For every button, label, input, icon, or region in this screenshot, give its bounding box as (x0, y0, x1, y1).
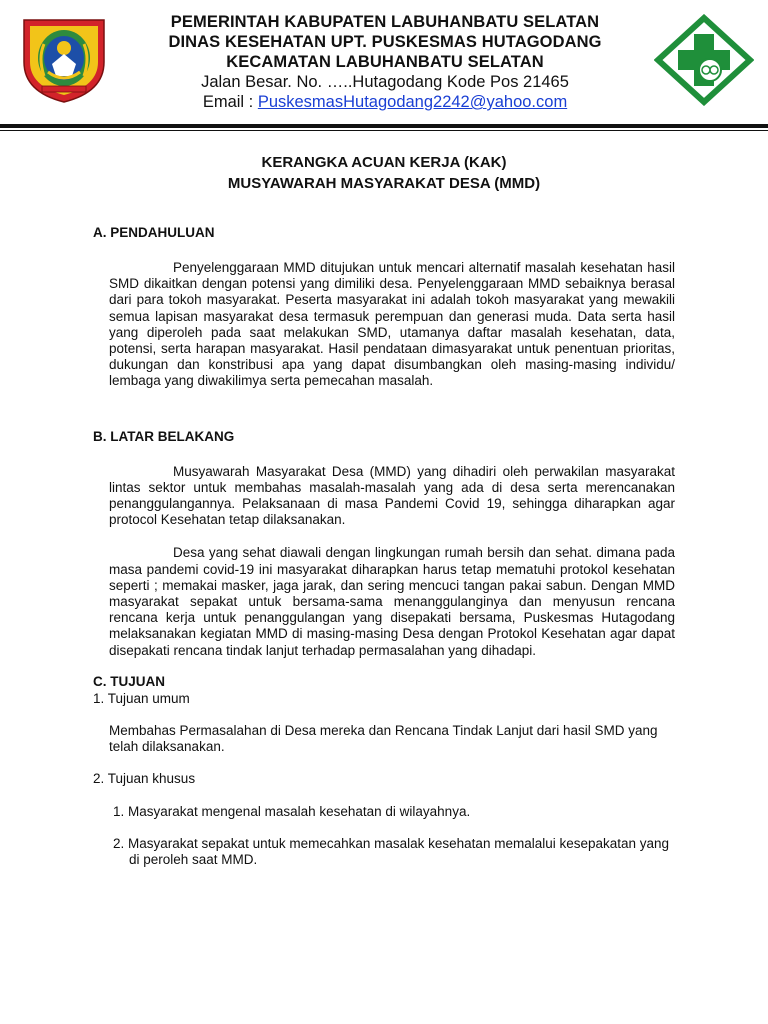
letterhead-address: Jalan Besar. No. …..Hutagodang Kode Pos 21465 (201, 73, 569, 91)
letterhead (0, 0, 768, 130)
tujuan-khusus-label: 2. Tujuan khusus (93, 771, 196, 787)
tujuan-umum-text: Membahas Permasalahan di Desa mereka dan Rencana Tindak Lanjut dari hasil SMD yang telah dilaksanakan. (109, 723, 658, 755)
tujuan-khusus-item-1: 1. Masyarakat mengenal masalah kesehatan di wilayahnya. (113, 803, 471, 819)
document-title (0, 152, 768, 194)
letterhead-text (120, 12, 650, 112)
email-label: Email : (202, 93, 258, 111)
letterhead-divider-thick (0, 124, 768, 128)
section-c-heading: C. TUJUAN (93, 673, 166, 689)
letterhead-email-line (120, 92, 650, 112)
section-b-paragraph-1: Musyawarah Masyarakat Desa (MMD) yang dihadiri oleh perwakilan masyarakat lintas sektor untuk membahas masalah-masalah yang ada di desa serta merencanakan penanggulangannya. Pelaksanaan di masa Pandemi Covid 19, sehingga diharapkan agar protocol Kesehatan tetap dilaksanakan. (109, 463, 675, 528)
section-a-paragraph: Penyelenggaraan MMD ditujukan untuk mencari alternatif masalah kesehatan hasil SMD dikaitkan dengan potensi yang dimiliki desa. Penyelenggaraan MMD sebaiknya berasal dari para tokoh masyarakat. Peserta masyarakat ini adalah tokoh masyarakat yang mewakili semua lapisan masyarakat desa termasuk perempuan dan generasi muda. Data serta hasil yang diperoleh pada saat melakukan SMD, utamanya daftar masalah kesehatan, data, potensi, serta harapan masyarakat. Hasil pendataan dimasyarakat untuk penentuan prioritas, dukungan dan konstribusi apa yang dapat disumbangkan oleh masing-masing individu/ lembaga yang diwakilimya serta pemecahan masalah. (109, 260, 675, 389)
letterhead-agency: DINAS KESEHATAN UPT. PUSKESMAS HUTAGODANG (168, 33, 602, 51)
title-line-1: KERANGKA ACUAN KERJA (KAK) (261, 154, 507, 171)
puskesmas-logo-icon (654, 14, 754, 106)
letterhead-divider-thin (0, 130, 768, 131)
title-line-2: MUSYAWARAH MASYARAKAT DESA (MMD) (227, 175, 541, 192)
tujuan-khusus-item-2: 2. Masyarakat sepakat untuk memecahkan masalak kesehatan memalalui kesepakatan yang di peroleh saat MMD. (113, 835, 670, 868)
tujuan-umum-label: 1. Tujuan umum (93, 690, 190, 706)
letterhead-district: KECAMATAN LABUHANBATU SELATAN (226, 53, 544, 71)
section-b-heading: B. LATAR BELAKANG (93, 428, 235, 444)
regency-crest-icon (14, 14, 114, 106)
email-link[interactable]: PuskesmasHutagodang2242@yahoo.com (257, 93, 568, 111)
letterhead-government: PEMERINTAH KABUPATEN LABUHANBATU SELATAN (170, 13, 600, 31)
document-body (93, 224, 675, 868)
section-b-paragraph-2: Desa yang sehat diawali dengan lingkungan rumah bersih dan sehat. dimana pada masa pandemi covid-19 ini masyarakat diharapkan harus tetap mematuhi protokol kesehatan seperti ; memakai masker, jaga jarak, dan sering mencuci tangan pakai sabun. Dengan MMD masyarakat sepakat untuk bersama-sama menanggulanginya dan menyusun rencana rencana kerja untuk penanggulangan yang disepakati bersama, Puskesmas Hutagodang melaksanakan kegiatan MMD di masing-masing Desa dengan Protokol Kesehatan agar dapat disepakati rencana tindak lanjut terhadap permasalahan yang dihadapi. (109, 545, 675, 658)
section-a-heading: A. PENDAHULUAN (93, 225, 215, 240)
